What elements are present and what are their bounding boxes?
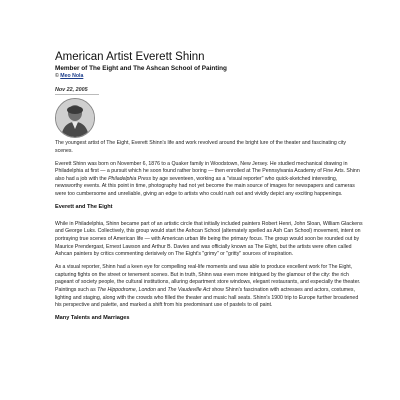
paragraph-3: As a visual reporter, Shinn had a keen eye for compelling real-life moments and was able to produce excellent work for The Eight, capturing fights on the street or tenement scenes. But in truth, Shinn was even more intrigued by the glamour of the city: the rich pageant of society people, the cultural institutions, alluring department store windows, elegant restaurants, and especially the theater. Paintings such as The Hippodrome, London and The Vaudeville Act show Shinn's fascination with actresses and actors, costumes, lighting and staging, along with the crowds who filled the theater and music hall seats. Shinn's 1900 trip to Europe further broadened his perspective and palette, and marked a shift from his predominant use of pastels to oil paint. xyxy=(55,264,361,309)
article-subtitle: Member of The Eight and The Ashcan School of Painting xyxy=(55,65,227,72)
article xyxy=(55,50,365,332)
paragraph-2: While in Philadelphia, Shinn became part of an artistic circle that initially included painters Robert Henri, John Sloan, William Glackens and George Luks. Collectively, this group would start the Ashcan School (alternately spelled as Ash Can School) movement, intent on portraying true scenes of American life — with American urban life being the primary focus. The group would soon be rounded out by Maurice Prendergast, Ernest Lawson and Arthur B. Davies and was officially known as The Eight, but the artists were often called Ashcan painters by critics commenting derisively on The Eight's "grimy" or "gritty" sources of inspiration. xyxy=(55,220,363,258)
section-heading-talents: Many Talents and Marriages xyxy=(55,315,130,322)
copyright-prefix: © xyxy=(55,73,61,79)
section-heading-eight: Everett and The Eight xyxy=(55,204,113,211)
article-body xyxy=(55,140,365,323)
intro-paragraph: The youngest artist of The Eight, Everett Shinn's life and work revolved around the bright lure of the theater and fascinating city scenes. xyxy=(55,140,346,154)
author-portrait xyxy=(55,98,95,138)
paragraph-1: Everett Shinn was born on November 6, 1876 to a Quaker family in Woodstown, New Jersey. He studied mechanical drawing in Philadelphia at first — a pursuit which he soon found rather boring — then enrolled at The Pennsylvania Academy of Fine Arts. Shinn also had a job with the Philadelphia Press by age seventeen, working as a "visual reporter" who quick-sketched interesting, newsworthy events. At this point in time, photography had not yet become the main source of images for newspapers and cameras were too cumbersome and unreliable, giving an edge to artists who could rush out and vividly depict any exciting happenings. xyxy=(55,160,360,198)
portrait-icon xyxy=(56,99,94,137)
article-title: American Artist Everett Shinn xyxy=(55,51,205,63)
byline xyxy=(55,73,365,80)
author-link[interactable]: Meo Nola xyxy=(60,73,84,79)
publish-date: Nov 22, 2005 xyxy=(55,87,99,95)
